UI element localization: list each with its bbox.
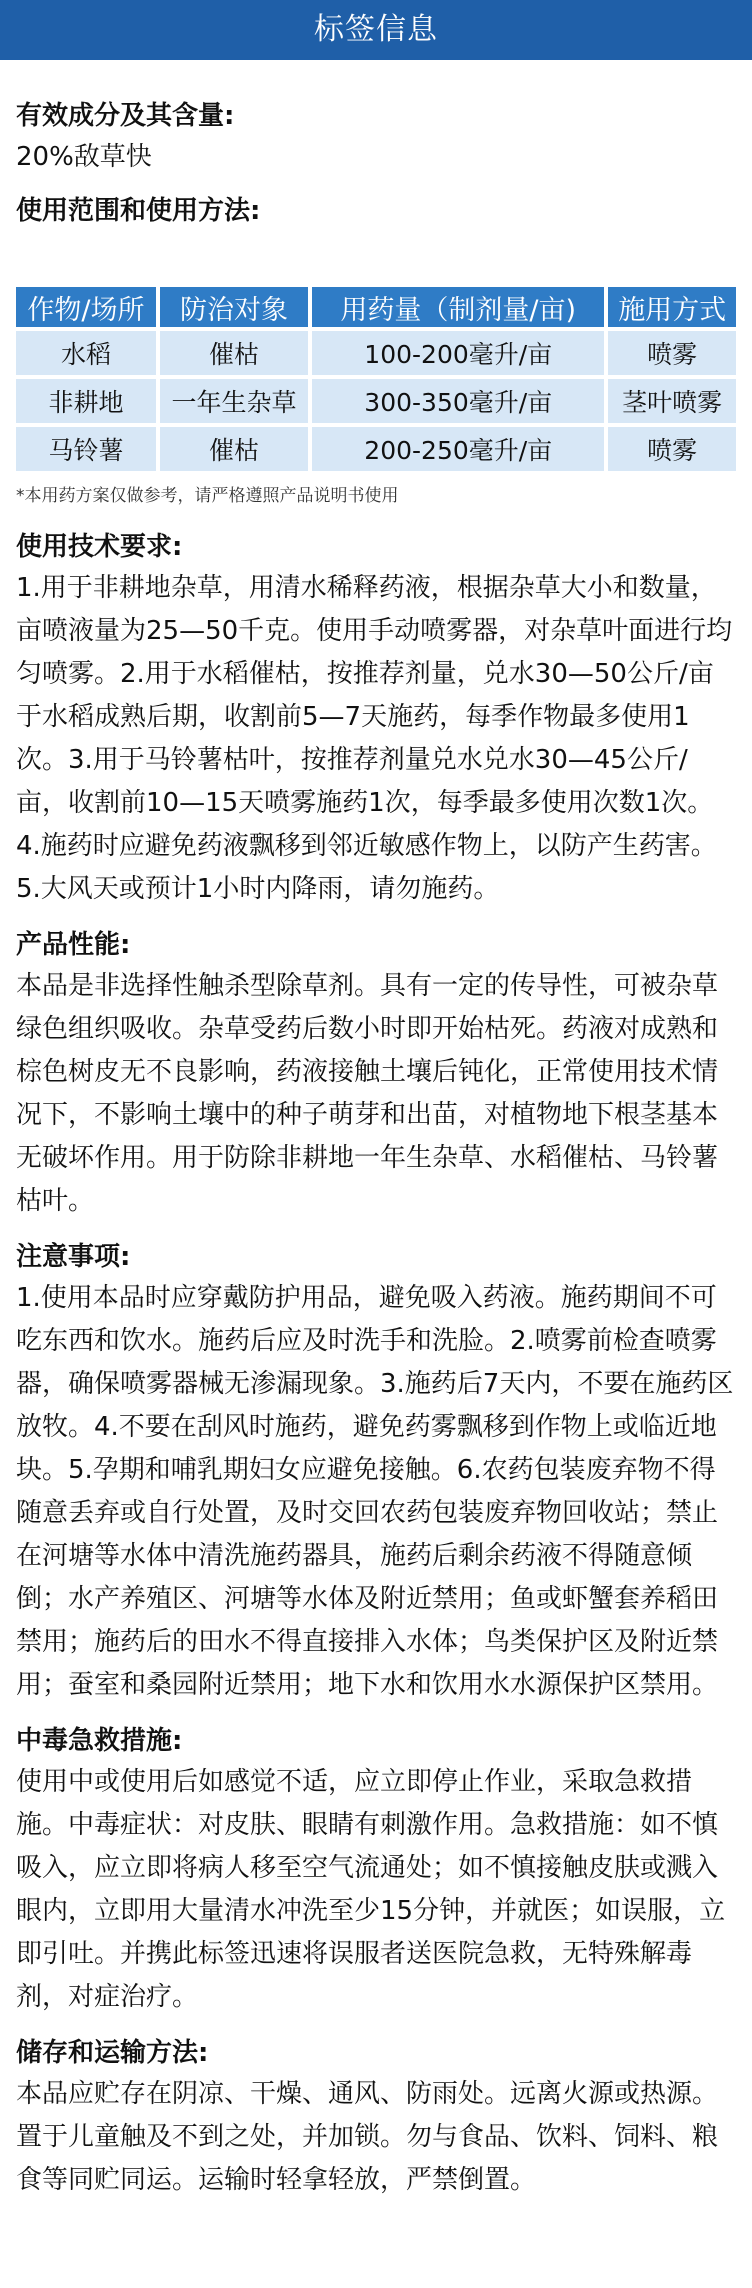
storage-transport-section — [16, 2033, 736, 2202]
usage-section — [16, 191, 736, 509]
usage-table-header — [16, 287, 736, 327]
column-header-dosage: 用药量（制剂量/亩) — [312, 287, 604, 327]
first-aid-body: 使用中或使用后如感觉不适，应立即停止作业，采取急救措施。中毒症状：对皮肤、眼睛有刺激作用。急救措施：如不慎吸入，应立即将病人移至空气流通处；如不慎接触皮肤或溅入眼内，立即用大量清水冲洗至少15分钟，并就医；如误服，立即引吐。并携此标签迅速将误服者送医院急救，无特殊解毒剂，对症治疗。 — [16, 1767, 726, 2012]
label-content — [0, 96, 752, 2202]
technical-requirements-heading: 使用技术要求: — [16, 532, 183, 562]
ingredient-value: 20%敌草快 — [16, 142, 152, 172]
precautions-section — [16, 1237, 736, 1707]
ingredient-heading: 有效成分及其含量: — [16, 101, 235, 131]
table-cell: 300-350毫升/亩 — [312, 379, 604, 423]
precautions-heading: 注意事项: — [16, 1242, 131, 1272]
table-cell: 催枯 — [160, 427, 308, 471]
column-header-target: 防治对象 — [160, 287, 308, 327]
page-title: 标签信息 — [314, 12, 438, 47]
table-cell: 一年生杂草 — [160, 379, 308, 423]
table-cell: 非耕地 — [16, 379, 156, 423]
table-cell: 催枯 — [160, 331, 308, 375]
product-performance-body: 本品是非选择性触杀型除草剂。具有一定的传导性，可被杂草绿色组织吸收。杂草受药后数小时即开始枯死。药液对成熟和棕色树皮无不良影响，药液接触土壤后钝化，正常使用技术情况下，不影响土壤中的种子萌芽和出苗，对植物地下根茎基本无破坏作用。用于防除非耕地一年生杂草、水稻催枯、马铃薯枯叶。 — [16, 971, 719, 1216]
page-header — [0, 0, 752, 60]
column-header-crop: 作物/场所 — [16, 287, 156, 327]
usage-heading: 使用范围和使用方法: — [16, 196, 261, 226]
table-row — [16, 331, 736, 375]
column-header-method: 施用方式 — [608, 287, 736, 327]
technical-requirements-body: 1.用于非耕地杂草，用清水稀释药液，根据杂草大小和数量，亩喷液量为25—50千克。使用手动喷雾器，对杂草叶面进行均匀喷雾。2.用于水稻催枯，按推荐剂量，兑水30—50公斤/亩于水稻成熟后期，收割前5—7天施药，每季作物最多使用1次。3.用于马铃薯枯叶，按推荐剂量兑水兑水30—45公斤/亩，收割前10—15天喷雾施药1次，每季最多使用次数1次。4.施药时应避免药液飘移到邻近敏感作物上，以防产生药害。5.大风天或预计1小时内降雨，请勿施药。 — [16, 573, 733, 904]
table-cell: 水稻 — [16, 331, 156, 375]
table-cell: 茎叶喷雾 — [608, 379, 736, 423]
ingredient-section — [16, 96, 736, 179]
table-cell: 马铃薯 — [16, 427, 156, 471]
table-row — [16, 379, 736, 423]
table-cell: 喷雾 — [608, 427, 736, 471]
table-cell: 200-250毫升/亩 — [312, 427, 604, 471]
first-aid-heading: 中毒急救措施: — [16, 1726, 183, 1756]
product-performance-section — [16, 925, 736, 1223]
usage-note: *本用药方案仅做参考，请严格遵照产品说明书使用 — [16, 486, 399, 506]
storage-transport-body: 本品应贮存在阴凉、干燥、通风、防雨处。远离火源或热源。置于儿童触及不到之处，并加锁。勿与食品、饮料、饲料、粮食等同贮同运。运输时轻拿轻放，严禁倒置。 — [16, 2079, 719, 2195]
table-cell: 喷雾 — [608, 331, 736, 375]
table-row — [16, 427, 736, 471]
usage-table — [12, 283, 740, 475]
precautions-body: 1.使用本品时应穿戴防护用品，避免吸入药液。施药期间不可吃东西和饮水。施药后应及时洗手和洗脸。2.喷雾前检查喷雾器，确保喷雾器械无渗漏现象。3.施药后7天内，不要在施药区放牧。4.不要在刮风时施药，避免药雾飘移到作物上或临近地块。5.孕期和哺乳期妇女应避免接触。6.农药包装废弃物不得随意丢弃或自行处置，及时交回农药包装废弃物回收站；禁止在河塘等水体中清洗施药器具，施药后剩余药液不得随意倾倒；水产养殖区、河塘等水体及附近禁用；鱼或虾蟹套养稻田禁用；施药后的田水不得直接排入水体；鸟类保护区及附近禁用；蚕室和桑园附近禁用；地下水和饮用水水源保护区禁用。 — [16, 1283, 734, 1700]
product-performance-heading: 产品性能: — [16, 930, 131, 960]
table-cell: 100-200毫升/亩 — [312, 331, 604, 375]
technical-requirements-section — [16, 527, 736, 911]
storage-transport-heading: 储存和运输方法: — [16, 2038, 209, 2068]
first-aid-section — [16, 1721, 736, 2019]
